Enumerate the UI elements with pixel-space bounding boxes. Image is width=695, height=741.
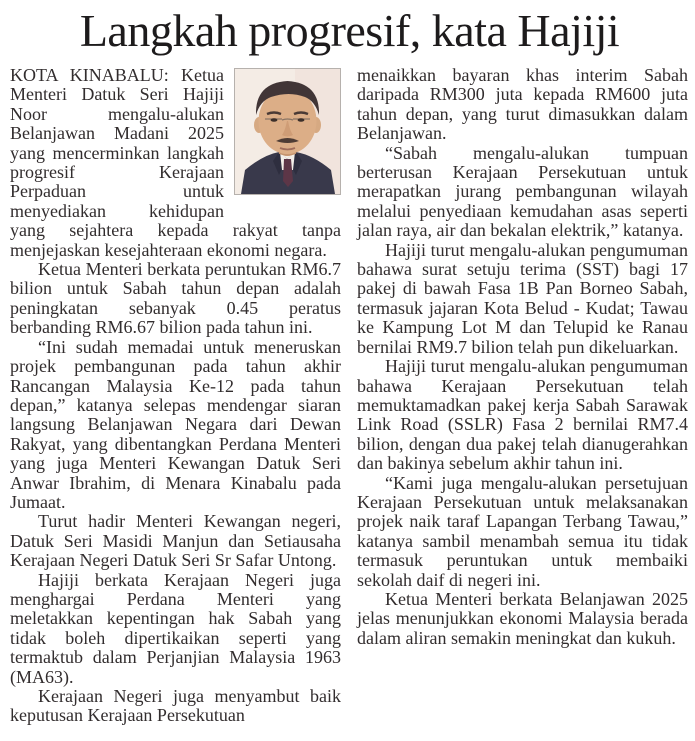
paragraph: Hajiji turut mengalu-alukan pengumuman bahawa Kerajaan Persekutuan telah memuktamadkan pakej kerja Sabah Sarawak Link Road (SSLR) Fasa 2 bernilai RM7.4 bilion, dengan dua pakej telah dianugerahkan dan bakinya sebelum akhir tahun ini. <box>357 356 688 474</box>
paragraph: Kerajaan Negeri juga menyambut baik keputusan Kerajaan Persekutuan <box>10 686 341 726</box>
paragraph: Ketua Menteri berkata Belanjawan 2025 jelas menunjukkan ekonomi Malaysia berada dalam aliran semakin meningkat dan kukuh. <box>357 588 688 648</box>
column-left <box>10 66 341 726</box>
paragraph: Turut hadir Menteri Kewangan negeri, Datuk Seri Masidi Manjun dan Setiausaha Kerajaan Negeri Datuk Seri Sr Safar Untong. <box>10 511 341 571</box>
portrait-illustration <box>235 69 340 194</box>
paragraph: Hajiji berkata Kerajaan Negeri juga menghargai Perdana Menteri yang meletakkan kepentingan hak Sabah yang tidak boleh dipertikaikan seperti yang termaktub dalam Perjanjian Malaysia 1963 (MA63). <box>10 569 341 687</box>
paragraph: “Ini sudah memadai untuk meneruskan projek pembangunan pada tahun akhir Rancangan Malaysia Ke-12 pada tahun depan,” katanya selepas mendengar siaran langsung Belanjawan Negara dari Dewan Rakyat, yang dibentangkan Perdana Menteri yang juga Menteri Kewangan Datuk Seri Anwar Ibrahim, di Menara Kinabalu pada Jumaat. <box>10 336 341 512</box>
column-right <box>357 66 688 648</box>
article-body <box>10 66 689 726</box>
paragraph: KOTA KINABALU: Ketua Menteri Datuk Seri Hajiji Noor mengalu-alukan Belanjawan Madani 2025 yang mencerminkan langkah progresif Kerajaan Perpaduan untuk menyediakan kehidupan yang sejahtera kepada rakyat tanpa menjejaskan kesejahteraan ekonomi negara. <box>10 65 341 260</box>
paragraph: Hajiji turut mengalu-alukan pengumuman bahawa surat setuju terima (SST) bagi 17 pakej di bawah Fasa 1B Pan Borneo Sabah, termasuk jajaran Kota Belud - Kudat; Tawau ke Kampung Lot M dan Telupid ke Ranau bernilai RM9.7 bilion telah pun dikeluarkan. <box>357 239 688 357</box>
headline: Langkah progresif, kata Hajiji <box>79 5 620 56</box>
eye-left <box>271 118 278 122</box>
paragraph: menaikkan bayaran khas interim Sabah daripada RM300 juta kepada RM600 juta tahun depan, yang turut dimasukkan dalam Belanjawan. <box>357 65 688 144</box>
paragraph: Ketua Menteri berkata peruntukan RM6.7 bilion untuk Sabah tahun depan adalah peningkatan sebanyak 0.45 peratus berbanding RM6.67 bilion pada tahun ini. <box>10 259 341 338</box>
paragraph: “Kami juga mengalu-alukan persetujuan Kerajaan Persekutuan untuk melaksanakan projek naik taraf Lapangan Terbang Tawau,” katanya sambil menambah semua itu tidak termasuk peruntukan untuk membaiki sekolah daif di negeri ini. <box>357 472 688 590</box>
portrait-photo <box>234 68 341 195</box>
paragraph: “Sabah mengalu-alukan tumpuan berterusan Kerajaan Persekutuan untuk merapatkan jurang pembangunan wilayah melalui penyediaan kemudahan asas seperti jalan raya, air dan bekalan elektrik,” katanya. <box>357 142 688 241</box>
eye-right <box>298 118 305 122</box>
